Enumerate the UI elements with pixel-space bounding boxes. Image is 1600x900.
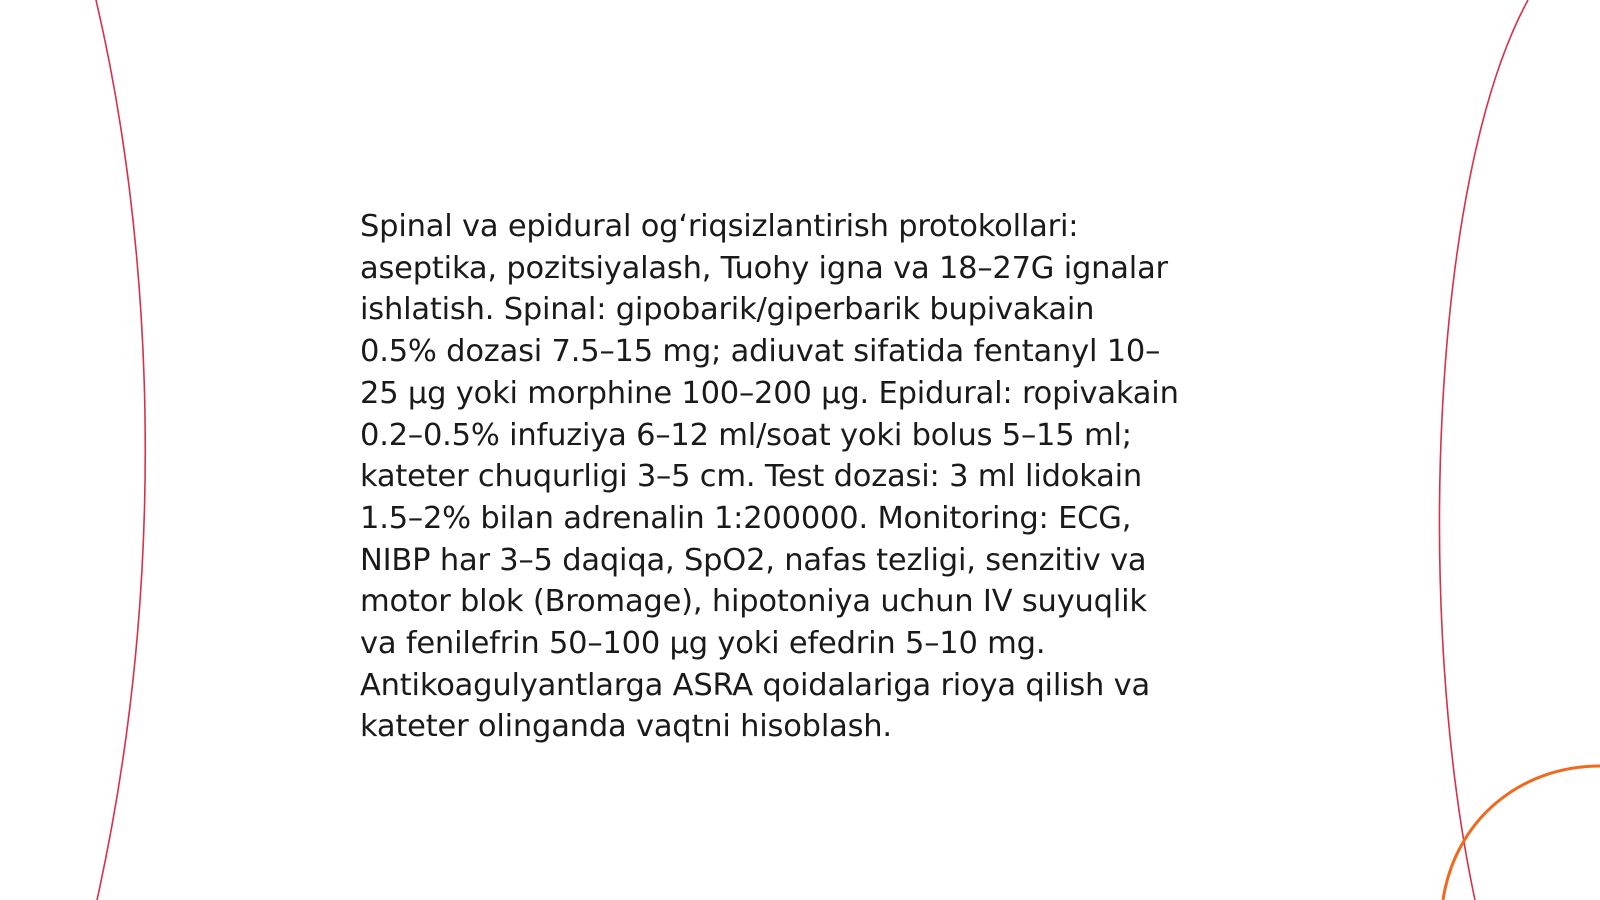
right-curve [1439, 0, 1528, 900]
orange-arc [1443, 766, 1600, 900]
left-curve [96, 0, 145, 900]
slide-body-text: Spinal va epidural og‘riqsizlantirish protokollari: aseptika, pozitsiyalash, Tuohy igna va 18–27G ignalar ishlatish. Spinal: gipobarik/giperbarik bupivakain 0.5% dozasi 7.5–15 mg; adiuvat sifatida fentanyl 10– 25 µg yoki morphine 100–200 µg. Epidural: ropivakain 0.2–0.5% infuziya 6–12 ml/soat yoki bolus 5–15 ml; kateter chuqurligi 3–5 cm. Test dozasi: 3 ml lidokain 1.5–2% bilan adrenalin 1:200000. Monitoring: ECG, NIBP har 3–5 daqiqa, SpO2, nafas tezligi, senzitiv va motor blok (Bromage), hipotoniya uchun IV suyuqlik va fenilefrin 50–100 µg yoki efedrin 5–10 mg. Antikoagulyantlarga ASRA qoidalariga rioya qilish va kateter olinganda vaqtni hisoblash. [360, 209, 1179, 745]
